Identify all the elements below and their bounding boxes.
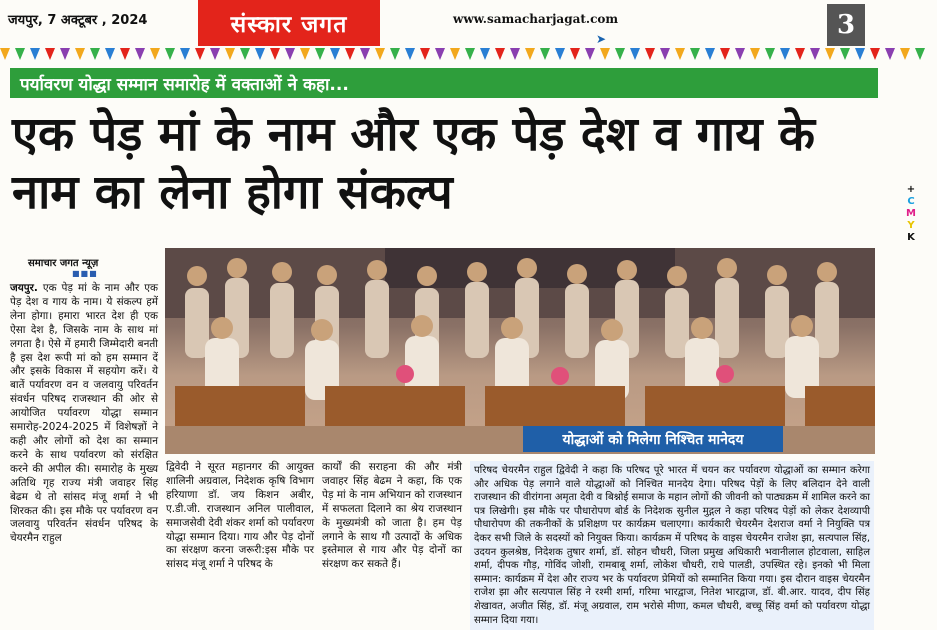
bunting-flag	[300, 48, 310, 60]
bunting-flag	[465, 48, 475, 60]
bunting-flag	[150, 48, 160, 60]
article-highlight-box: परिषद चेयरमैन राहुल द्विवेदी ने कहा कि परिषद पूरे भारत में चयन कर पर्यावरण योद्धाओं का सम्मान करेगा और अधिक पेड़ लगाने वाले योद्धाओं को निश्चित मानदेय देगा। परिषद पेड़ों के लिए बलिदान देने वाली राजस्थान की वीरांगना अमृता देवी व बिश्नोई समाज के महान लोगों की जीवनी को पाठ्यक्रम में शामिल करने का पत्र लिखेगी। इस मौके पर पौधारोपण बोर्ड के निदेशक सुनील मुद्गल ने कहा परिषद पेड़ों को लेकर देशव्यापी पौधारोपण की तकनीकों के प्रशिक्षण पर कार्यक्रम चलाएगा। कार्यकारी चेयरमैन देशराज वर्मा ने नियुक्ति पत्र देकर सभी जिले के सदस्यों को नियुक्त किया। कार्यक्रम में परिषद के वाइस चेयरमैन राजेश झा, सत्यपाल सिंह, उदयन कुलश्रेष्ठ, निदेशक तुषार शर्मा, डॉ. सोहन चौधरी, जिला प्रमुख अधिकारी भवानीलाल होटवाला, साहिल शर्मा, दीपक गौड़, गोविंद जोशी, रामबाबू शर्मा, लोकेश चौधरी, राधे पालडी, उपस्थित रहे। इनको भी मिला सम्मान: कार्यक्रम में देश और राज्य भर के पर्यावरण प्रेमियों को सम्मानित किया गया। इस दौरान वाइस चेयरमैन राजेश झा और सत्यपाल सिंह ने रश्मी शर्मा, गरिमा भारद्वाज, नितेश भारद्वाज, डॉ. बी.आर. यादव, दीप सिंह शेखावत, अजीत सिंह, डॉ. मंजू अग्रवाल, राम भरोसे मीणा, कमल चौधरी, बच्चू सिंह वर्मा को पर्यावरण योद्धा सम्मान दिया गया।	[470, 461, 874, 630]
bunting-flag	[375, 48, 385, 60]
bunting-flag	[900, 48, 910, 60]
bunting-flag	[825, 48, 835, 60]
bunting-flag	[555, 48, 565, 60]
kicker-banner: पर्यावरण योद्धा सम्मान समारोह में वक्ताओं ने कहा...	[10, 68, 878, 98]
cmyk-letter: Y	[907, 220, 915, 231]
cmyk-letter: C	[907, 196, 915, 207]
bunting-flag	[315, 48, 325, 60]
photo-illustration	[165, 248, 875, 454]
bunting-flag	[510, 48, 520, 60]
bunting-flag	[690, 48, 700, 60]
bunting-flag	[540, 48, 550, 60]
article-text-1: एक पेड़ मां के नाम और एक पेड़ देश व गाय के नाम। ये संकल्प हमें लेना होगा। हमारा भारत देश ही एक ऐसा देश है, जिसके नाम के साथ मां लगता है। ऐसे में हमारी जिम्मेदारी बनती है इस देश रूपी मां को हम सम्मान दें और इसके विकास में सहयोग करें। ये बातें पर्यावरण वन व जलवायु परिवर्तन संवर्धन परिषद राजस्थान की ओर से आयोजित पर्यावरण योद्धा सम्मान समारोह-2024-2025 में विशेषज्ञों ने कही और लोगों को देश का सम्मान करने के साथ पर्यावरण को संरक्षित करने की अपील की। समारोह के मुख्य अतिथि गृह राज्य मंत्री जवाहर सिंह बेढम थे तो सांसद मंजू शर्मा ने भी शिरकत की। इस मौके पर पर्यावरण वन जलवायु परिवर्तन संवर्धन परिषद के चेयरमैन राहुल	[10, 282, 158, 545]
bunting-flag	[585, 48, 595, 60]
bunting-flag	[750, 48, 760, 60]
bunting-flag	[495, 48, 505, 60]
bunting-flag	[660, 48, 670, 60]
bunting-flag	[255, 48, 265, 60]
cmyk-letter: M	[906, 208, 916, 219]
bunting-flag	[240, 48, 250, 60]
bunting-flag	[615, 48, 625, 60]
bunting-decoration	[0, 48, 937, 62]
masthead: संस्कार जगत	[198, 0, 380, 46]
article-column-2: द्विवेदी ने सूरत महानगर की आयुक्त शालिनी अग्रवाल, निदेशक कृषि विभाग हरियाणा डॉ. जय किशन अबीर, ए.डी.जी. राजस्थान अनिल पालीवाल, समाजसेवी देवी शंकर शर्मा को पर्यावरण योद्धा सम्मान दिया। गाय और पेड़ दोनों का संरक्षण करना जरूरी:इस मौके पर सांसद मंजू शर्मा ने परिषद के	[166, 461, 314, 571]
cmyk-letter: K	[907, 232, 915, 243]
bunting-flag	[675, 48, 685, 60]
bunting-flag	[60, 48, 70, 60]
bunting-flag	[165, 48, 175, 60]
article-column-1	[10, 282, 158, 546]
cmyk-registration-mark	[905, 184, 917, 244]
article-column-3: कार्यों की सराहना की और मंत्री जवाहर सिंह बेढम ने कहा, कि एक पेड़ मां के नाम अभियान को राजस्थान में सफलता दिलाने का श्रेय राजस्थान के मुख्यमंत्री को जाता है। हम पेड़ लगाने के साथ गौ उत्पादों के अधिक इस्तेमाल से गाय और पेड़ दोनों का संरक्षण कर सकते हैं।	[322, 461, 462, 571]
bunting-flag	[450, 48, 460, 60]
bunting-flag	[600, 48, 610, 60]
bunting-flag	[360, 48, 370, 60]
bunting-flag	[645, 48, 655, 60]
bunting-flag	[15, 48, 25, 60]
bunting-flag	[345, 48, 355, 60]
bunting-flag	[285, 48, 295, 60]
bunting-flag	[915, 48, 925, 60]
bunting-flag	[30, 48, 40, 60]
dateline: जयपुर, 7 अक्टूबर , 2024	[8, 13, 148, 28]
bunting-flag	[405, 48, 415, 60]
bunting-flag	[780, 48, 790, 60]
headline: एक पेड़ मां के नाम और एक पेड़ देश व गाय के नाम का लेना होगा संकल्प	[12, 107, 815, 220]
website-url: www.samacharjagat.com	[453, 12, 619, 26]
bunting-flag	[810, 48, 820, 60]
bunting-flag	[630, 48, 640, 60]
byline: समाचार जगत न्यूज़	[28, 258, 99, 269]
cmyk-letter: +	[906, 184, 916, 195]
bunting-flag	[570, 48, 580, 60]
bunting-flag	[885, 48, 895, 60]
bunting-flag	[435, 48, 445, 60]
bunting-flag	[45, 48, 55, 60]
bunting-flag	[525, 48, 535, 60]
photo-caption: योद्धाओं को मिलेगा निश्चित मानेदय	[523, 426, 783, 452]
bunting-flag	[75, 48, 85, 60]
bunting-flag	[390, 48, 400, 60]
mouse-cursor-icon: ➤	[596, 32, 607, 46]
page-number: 3	[827, 4, 865, 46]
bunting-flag	[765, 48, 775, 60]
bunting-flag	[870, 48, 880, 60]
bunting-flag	[120, 48, 130, 60]
bunting-flag	[270, 48, 280, 60]
bunting-flag	[210, 48, 220, 60]
bunting-flag	[735, 48, 745, 60]
bunting-flag	[480, 48, 490, 60]
bunting-flag	[195, 48, 205, 60]
byline-dots: ■■■	[72, 269, 98, 278]
bunting-flag	[180, 48, 190, 60]
bunting-flag	[90, 48, 100, 60]
bunting-flag	[105, 48, 115, 60]
bunting-flag	[0, 48, 10, 60]
bunting-flag	[795, 48, 805, 60]
article-lead: जयपुर.	[10, 282, 38, 294]
event-photo	[165, 248, 875, 454]
bunting-flag	[720, 48, 730, 60]
bunting-flag	[135, 48, 145, 60]
bunting-flag	[855, 48, 865, 60]
bunting-flag	[705, 48, 715, 60]
bunting-flag	[225, 48, 235, 60]
bunting-flag	[330, 48, 340, 60]
bunting-flag	[420, 48, 430, 60]
bunting-flag	[840, 48, 850, 60]
